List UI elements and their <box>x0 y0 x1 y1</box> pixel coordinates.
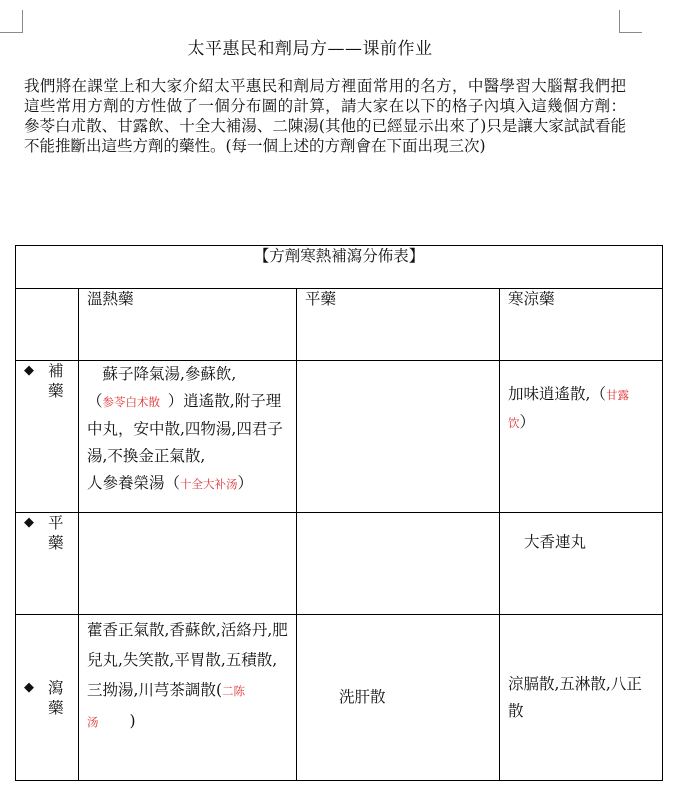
cell-text: ( <box>215 681 222 699</box>
cell-purge-cold: 涼膈散,五淋散,八正散 <box>500 615 663 781</box>
cell-text <box>87 365 103 383</box>
cell-text: 加味逍遙散, <box>508 385 591 403</box>
crop-mark-left <box>0 10 23 33</box>
table-caption: 【方劑寒熱補瀉分佈表】 <box>16 246 663 289</box>
answer-text: 十全大补汤 <box>180 477 238 491</box>
column-header-warm: 溫熱藥 <box>79 289 297 361</box>
diamond-bullet-icon: ◆ <box>24 515 34 530</box>
row-label-neutral <box>16 513 79 615</box>
intro-paragraph: 我們將在課堂上和大家介紹太平惠民和劑局方裡面常用的名方，中醫學習大腦幫我們把這些常用方劑的方性做了一個分布圖的計算，請大家在以下的格子內填入這幾個方劑：參苓白朮散、甘露飲、十全大補湯、二陳湯(其他的已經显示出來了)只是讓大家試試看能不能推斷出這些方劑的藥性。(每一個上述的方劑會在下面出現三次) <box>24 77 626 155</box>
column-header-cold: 寒涼藥 <box>500 289 663 361</box>
diamond-bullet-icon: ◆ <box>24 679 34 695</box>
cell-text: ） <box>160 392 184 410</box>
crop-mark-right <box>619 10 642 33</box>
row-label-text: 平藥 <box>48 514 64 552</box>
row-label-text: 瀉藥 <box>48 678 64 717</box>
cell-text: ） <box>519 413 536 431</box>
cell-text: 蘇子降氣湯,參蘇飲, <box>102 365 237 383</box>
document-title: 太平惠民和劑局方——课前作业 <box>187 39 433 59</box>
cell-purge-neutral: 洗肝散 <box>297 615 500 781</box>
cell-text: 藿香正氣散,香蘇飲,活絡丹,肥兒丸,失笑散,平胃散,五積散,三拗湯,川芎茶調散 <box>87 621 288 699</box>
column-header-neutral: 平藥 <box>297 289 500 361</box>
answer-text: 参苓白术散 <box>102 395 161 409</box>
cell-tonic-neutral <box>297 361 500 513</box>
row-label-text: 補藥 <box>48 362 64 400</box>
header-empty-cell <box>16 289 79 361</box>
distribution-table <box>15 245 663 781</box>
row-label-tonic <box>16 361 79 513</box>
cell-text: 人參養榮湯 <box>87 474 165 492</box>
cell-text: 逍遙散,附子理中丸，安中散,四物湯,四君子湯,不換金正氣散, <box>87 392 283 465</box>
cell-text: （ <box>590 385 606 403</box>
cell-purge-warm <box>79 615 297 781</box>
cell-text: ) <box>98 712 136 730</box>
diamond-bullet-icon: ◆ <box>24 363 34 378</box>
cell-neutral-warm <box>79 513 297 615</box>
cell-text: （ <box>164 474 181 492</box>
row-label-purge <box>16 615 79 781</box>
cell-text: （ <box>87 392 103 410</box>
cell-text: ） <box>237 474 254 492</box>
cell-neutral-neutral <box>297 513 500 615</box>
cell-tonic-warm <box>79 361 297 513</box>
answer-text: 甘露饮 <box>508 388 629 430</box>
answer-text: 二陈汤 <box>87 684 245 729</box>
cell-tonic-cold <box>500 361 663 513</box>
cell-neutral-cold: 大香連丸 <box>500 513 663 615</box>
